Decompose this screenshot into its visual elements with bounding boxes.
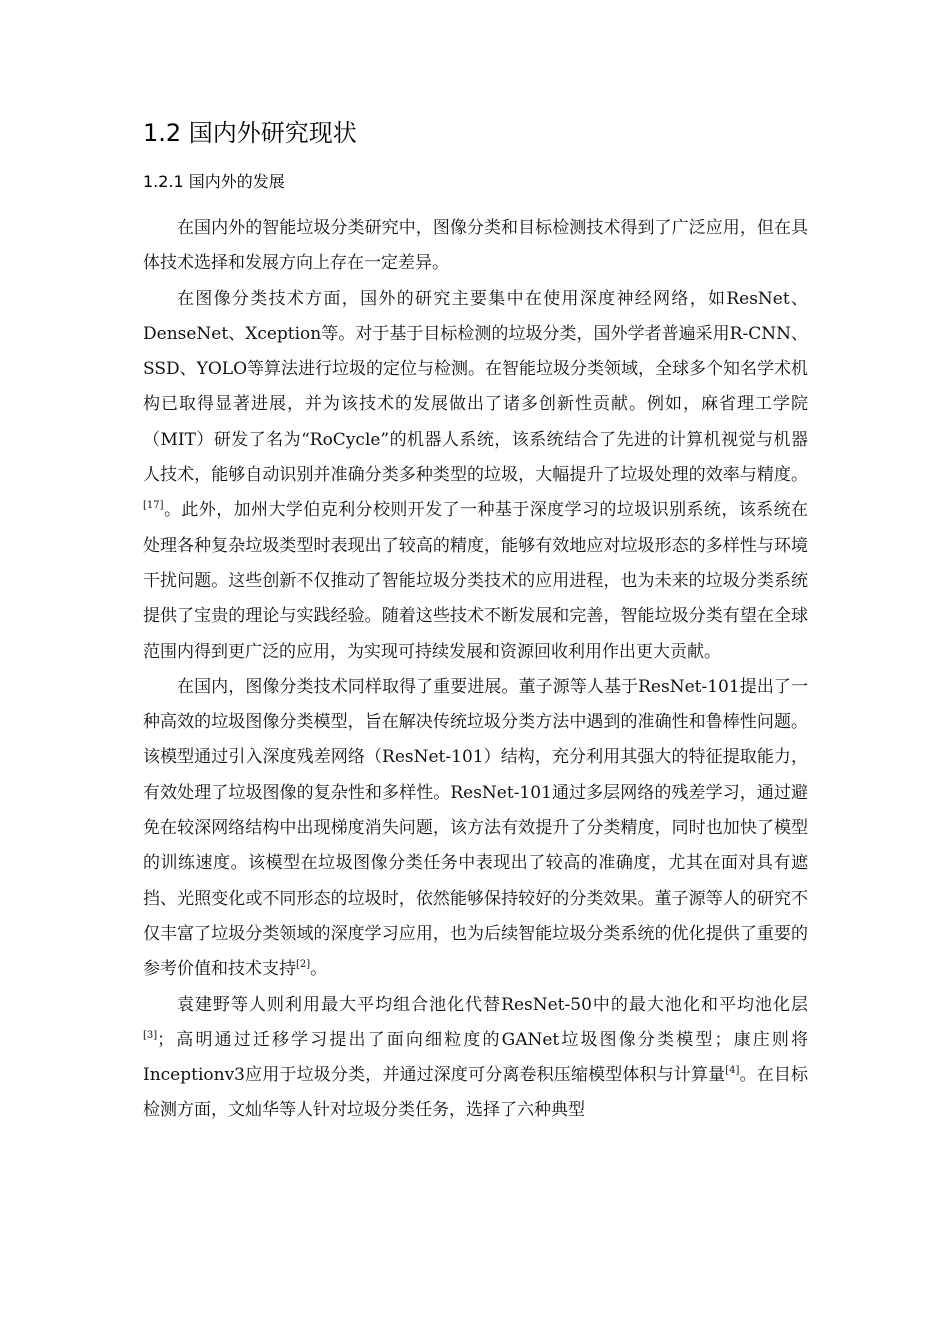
paragraph-1-text: 在国内外的智能垃圾分类研究中，图像分类和目标检测技术得到了广泛应用，但在具体技术选择和发展方向上存在一定差异。 [143, 218, 808, 274]
paragraph-1 [143, 211, 808, 282]
paragraph-2-text-a: 在图像分类技术方面，国外的研究主要集中在使用深度神经网络，如ResNet、DenseNet、Xception等。对于基于目标检测的垃圾分类，国外学者普遍采用R-CNN、SSD、YOLO等算法进行垃圾的定位与检测。在智能垃圾分类领域，全球多个知名学术机构已取得显著进展，并为该技术的发展做出了诸多创新性贡献。例如，麻省理工学院（MIT）研发了名为“RoCycle”的机器人系统，该系统结合了先进的计算机视觉与机器人技术，能够自动识别并准确分类多种类型的垃圾，大幅提升了垃圾处理的效率与精度。 [143, 288, 809, 486]
paragraph-4-text-b: ；高明通过迁移学习提出了面向细粒度的GANet垃圾图像分类模型；康庄则将Inceptionv3应用于垃圾分类，并通过深度可分离卷积压缩模型体积与计算量 [143, 1029, 808, 1086]
paragraph-4-text-c: 。在目标检测方面，文灿华等人针对垃圾分类任务，选择了六种典型 [143, 1065, 809, 1121]
citation-4: [4] [725, 1065, 740, 1077]
body-text [143, 211, 808, 1129]
paragraph-3-text-a: 在国内，图像分类技术同样取得了重要进展。董子源等人基于ResNet-101提出了一种高效的垃圾图像分类模型，旨在解决传统垃圾分类方法中遇到的准确性和鲁棒性问题。该模型通过引入深度残差网络（ResNet-101）结构，充分利用其强大的特征提取能力，有效处理了垃圾图像的复杂性和多样性。ResNet-101通过多层网络的残差学习，通过避免在较深网络结构中出现梯度消失问题，该方法有效提升了分类精度，同时也加快了模型的训练速度。该模型在垃圾图像分类任务中表现出了较高的准确度，尤其在面对具有遮挡、光照变化或不同形态的垃圾时，依然能够保持较好的分类效果。董子源等人的研究不仅丰富了垃圾分类领域的深度学习应用，也为后续智能垃圾分类系统的优化提供了重要的参考价值和技术支持 [143, 676, 808, 980]
subsection-heading: 1.2.1 国内外的发展 [143, 172, 285, 191]
paragraph-2 [143, 282, 808, 670]
paragraph-3 [143, 670, 808, 988]
citation-17: [17] [143, 500, 164, 512]
paragraph-4 [143, 988, 808, 1129]
paragraph-2-text-b: 。此外，加州大学伯克利分校则开发了一种基于深度学习的垃圾识别系统，该系统在处理各种复杂垃圾类型时表现出了较高的精度，能够有效地应对垃圾形态的多样性与环境干扰问题。这些创新不仅推动了智能垃圾分类技术的应用进程，也为未来的垃圾分类系统提供了宝贵的理论与实践经验。随着这些技术不断发展和完善，智能垃圾分类有望在全球范围内得到更广泛的应用，为实现可持续发展和资源回收利用作出更大贡献。 [143, 500, 808, 662]
paragraph-4-text-a: 袁建野等人则利用最大平均组合池化代替ResNet-50中的最大池化和平均池化层 [177, 994, 808, 1015]
section-heading: 1.2 国内外研究现状 [143, 119, 357, 147]
citation-2: [2] [296, 959, 311, 971]
paragraph-3-text-b: 。 [310, 959, 328, 980]
citation-3: [3] [143, 1029, 158, 1041]
